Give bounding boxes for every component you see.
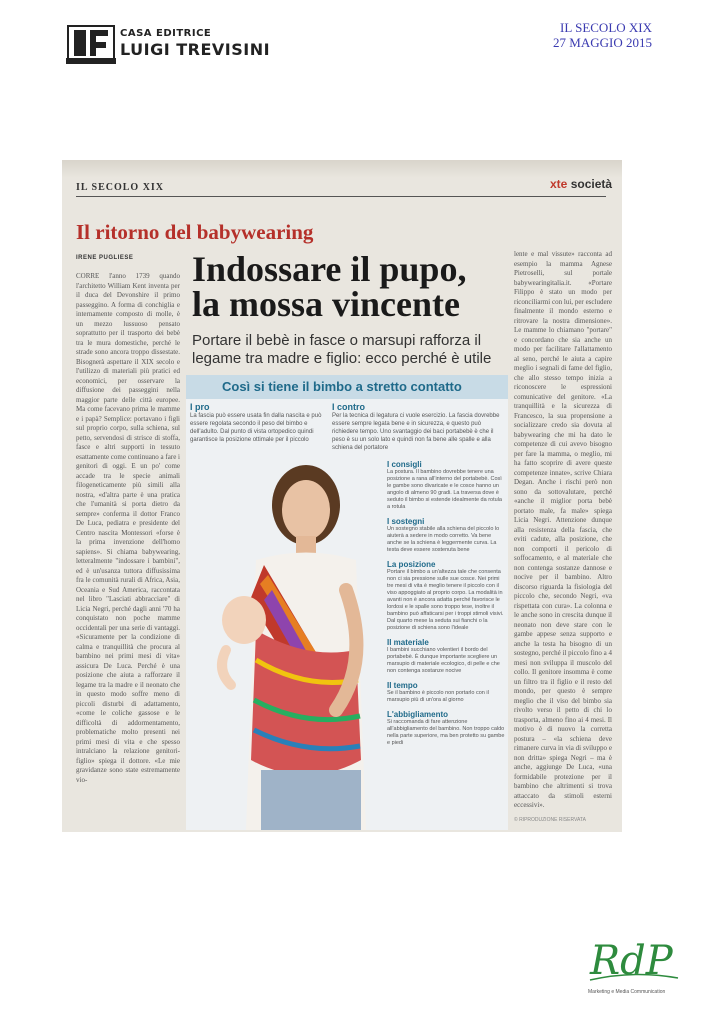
publisher-logo [66,22,116,66]
tip-title: I consigli [387,460,422,469]
tip-title: Il tempo [387,681,418,690]
rdp-logo-text: RdP [590,938,673,984]
mother-baby-photo [186,460,386,830]
tip-text: La postura. Il bambino dovrebbe tenere una posizione a rana all'interno del portabebè. Così le gambe sono divaricate e le cosce hanno un angolo di almeno 90 gradi. La traversa dove è seduto il bimbo si estende idealmente da rotula a rotula [387,469,502,510]
tip-title: Il materiale [387,638,429,647]
tip-item [387,517,505,554]
tip-text: Se il bambino è piccolo non portarlo con il marsupio più di un'ora al giorno [387,690,489,703]
section-name: società [570,177,613,191]
byline: IRENE PUGLIESE [76,255,134,261]
masthead-section [550,177,612,191]
headline-line1: Indossare il pupo, [192,249,467,289]
tip-item [387,681,505,704]
section-title: Il ritorno del babywearing [76,220,314,244]
rdp-logo [586,930,682,990]
pro-section [190,402,330,444]
headline-line2: la mossa vincente [192,284,460,324]
publisher-line2: LUIGI TREVISINI [120,40,271,59]
headline [192,249,507,324]
tip-item [387,710,505,747]
info-box-title: Così si tiene il bimbo a stretto contatto [222,379,462,394]
tip-title: L'abbigliamento [387,710,449,719]
tip-item [387,638,505,675]
tip-item [387,560,505,632]
subheadline: Portare il bebè in fasce o marsupi rafforza il legame tra madre e figlio: ecco perché è utile [192,332,492,367]
newspaper-name: IL SECOLO XIX [560,20,652,35]
newspaper-clipping [62,160,622,832]
tip-text: Portare il bimbo a un'altezza tale che consenta non ci sia pressione sulle sue cosce. Nei primi tre mesi di vita è meglio tenere il piccolo con il viso appoggiato al proprio corpo. La modalità in avanti non è ancora adatta perché favorisce le lordosi e le spalle sono troppo tese, inoltre il bambino può affaticarsi per i troppi stimoli visivi. Dal quarto mese la seduta sui fianchi o la posizione di schiena sono l'ideale [387,569,504,631]
tip-item [387,460,505,511]
article-left-column: CORRE l'anno 1739 quando l'architetto William Kent inventa per il duca del Devonshire il primo passeggino. A forma di conchiglia e internamente composto di molle, è un mezzo lussuoso pensato soprattutto per il trasporto dei bebè tra le mura domestiche, perché le strade sono ancora troppo dissestate. Bisognerà aspettare il XIX secolo e l'utilizzo di materiali più pratici ed economici, per osservare la diffusione dei passeggini nella maggior parte delle città europee. Ma come facevano prima le mamme e i papà? Semplice: portavano i figli sul proprio corpo, sulla schiena, sul petto, servendosi di strisce di stoffa, fasce e altri supporti in tessuto esattamente come continuano a fare i genitori di oggi. E un po' come accade tra le specie animali filogeneticamente più simili alla nostra, «d'altra parte è una pratica che l'umanità si porta dietro da sempre» conferma il dottor Franco De Luca, pediatra e presidente del Centro nascita Montessori «forse è la prima invenzione dell'homo sapiens». Si chiama babywearing, letteralmente "indossare i bambini", ed è un'usanza tuttora diffusissima fra le comunità rurali di Africa, Asia, Oceania e Sud America, raccontata nel libro "Lasciati abbracciare" di Licia Negri, perché dagli anni '70 ha conquistato non poche mamme occidentali per una serie di vantaggi. «Sicuramente per la condizione di calma e tranquillità che procura al bambino nei primi mesi di vita» assicura De Luca. Perché è una posizione che aiuta a rafforzare il legame tra la madre e il neonato che in questo modo soffre meno di piccoli disturbi di adattamento, «come le coliche gassose e le difficoltà di addormentamento, problematiche molto presenti nei primi mesi di vita e che spesso intralciano la relazione genitori-figlio» spiega il dottore. «Le mie gravidanze sono state estremamente vio- [76,272,180,784]
clipping-edge [62,160,622,178]
pro-title: I pro [190,402,210,412]
tip-title: La posizione [387,560,436,569]
publication-info [553,20,652,50]
publisher-line1: CASA EDITRICE [120,28,212,39]
pro-text: La fascia può essere usata fin dalla nascita e può essere regolata secondo il peso del bimbo e dell'adulto. Dal punto di vista ortopedico quindi garantisce la posizione ottimale per il piccolo [190,413,322,443]
tip-text: Un sostegno stabile alla schiena del piccolo lo aiuterà a sedere in modo corretto. Va bene anche se la schiena è leggermente curva. La testa deve essere sostenuta bene [387,526,500,553]
publisher-name [120,28,270,59]
footer-tagline: Marketing e Media Communication [588,989,666,995]
contro-section [332,402,504,452]
tip-text: Si raccomanda di fare attenzione all'abbigliamento del bambino. Non troppo caldo nella parte superiore, ma ben protetto su gambe e piedi [387,719,505,746]
masthead-newspaper: IL SECOLO XIX [76,182,165,193]
tip-title: I sostegni [387,517,425,526]
article-right-column: lente e mal vissute» racconta ad esempio la mamma Agnese Pietroselli, sul portale babywearingitalia.it. «Portare Filippo è stato un modo per riconciliarmi con lui, per escludere finalmente il mondo esterno e ritrovare la nostra dimensione». Le mamme lo chiamano "portare" e concordano che sia anche un modo per facilitare l'allattamento al seno, perché le aiuta a capire meglio i segnali di fame del figlio, che allo stesso tempo inizia a riconoscere le espressioni comunicative del genitore. «La tranquillità e la sicurezza di Francesco, la sua propensione a socializzare credo sia dovuta al babywearing che mi ha dato le competenze di cui avevo bisogno per fare la mamma, o meglio, mi ha fatto scoprire di avere queste competenze innate», scrive Chiara Degan. Anche i rischi però non sono da sottovalutare, perché «anche il miglior porta bebè portato male, fa male» spiega Licia Negri. Attenzione dunque alla resistenza della fascia, che eviti cadute, alla posizione, che non comporti il pericolo di soffocamento, e al materiale che non contenga sostanze dannose e nocive per il bambino. Altro discorso riguarda la fisiologia del piccolo che, secondo Negri, «va rispettata con cura». La colonna e le anche sono in crescita dunque il neonato non deve stare con le gambe appese senza supporto e anche la testa ha bisogno di un sostegno, perché il piccolo fino a 4 mesi non sviluppa il muscolo del collo. Il genitore insomma è come un filtro tra il figlio e il resto del mondo, per questo è sempre meglio che il viso del bimbo sia rivolto verso il petto di chi lo trasporta, almeno fino ai 4 mesi. Il motivo è di nuovo la corretta postura – «la schiena deve rimanere curva in via di sviluppo e non dritta» spiega Negri – ma è anche, aggiunge De Luca, «una formidabile protezione per il bambino che altrimenti si trova attaccato da stimoli esterni eccessivi». [514,250,612,809]
publication-date: 27 MAGGIO 2015 [553,35,652,50]
tips-list [387,460,505,753]
contro-text: Per la tecnica di legatura ci vuole esercizio. La fascia dovrebbe essere sempre legata bene e in sicurezza, e questo può richiedere tempo. Uno svantaggio dei baci portabebè è che il peso è su un solo lato e quindi non fa bene alle spalle e alla schiena del portatore [332,413,500,451]
section-prefix: xte [550,177,568,191]
tip-text: I bambini succhiano volentieri il bordo del portabebè. È dunque importante scegliere un marsupio di materiale ecologico, di pelle e che non contenga sostanze nocive [387,647,500,674]
copyright-note: © RIPRODUZIONE RISERVATA [514,817,586,823]
contro-title: I contro [332,402,365,412]
masthead-divider [76,196,606,197]
